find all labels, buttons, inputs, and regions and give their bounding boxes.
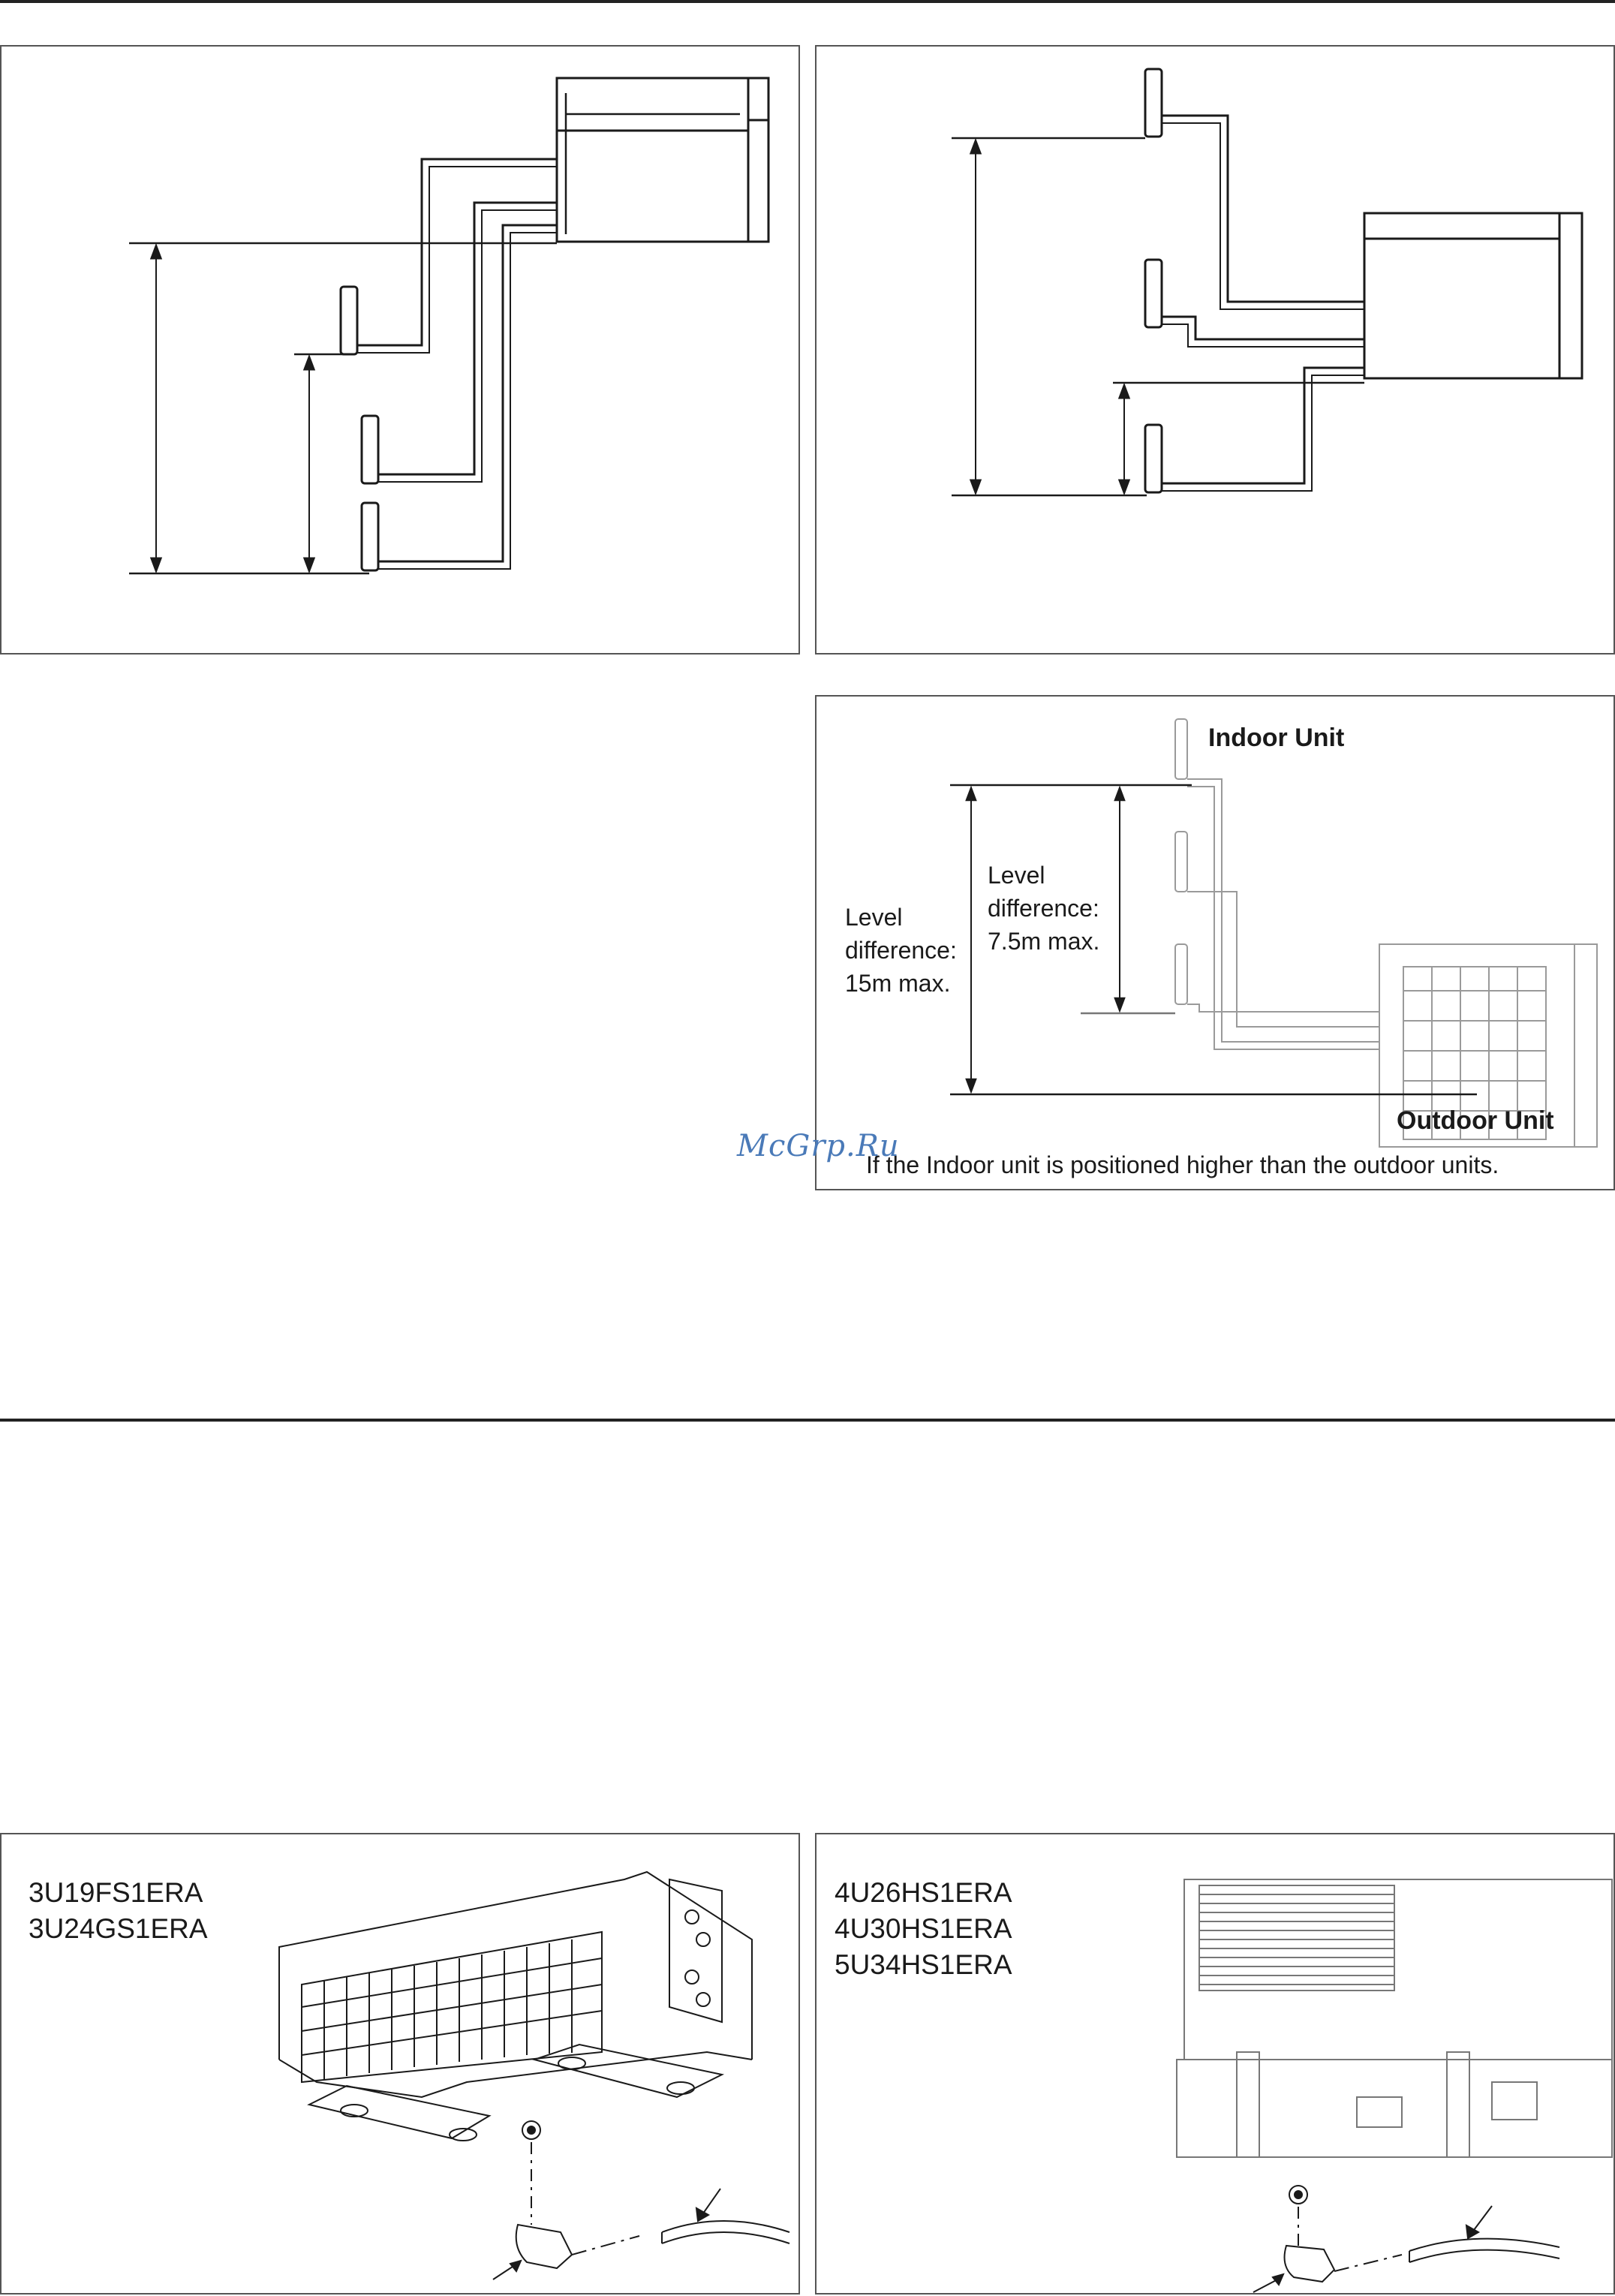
level-difference-15m-line1: Level — [845, 904, 903, 931]
middle-rule — [0, 1419, 1615, 1422]
piping-diagram-outdoor-higher — [2, 47, 801, 656]
drain-diagram-4u-5u — [815, 1833, 1615, 2294]
diagram-indoor-higher-labeled — [815, 695, 1615, 1190]
model-label-3: 5U34HS1ERA — [835, 1949, 1012, 1980]
diagram-caption: If the Indoor unit is positioned higher than the outdoor units. — [866, 1151, 1499, 1178]
outdoor-unit-4u-illustration — [817, 1834, 1615, 2296]
level-difference-15m-line3: 15m max. — [845, 970, 951, 997]
diagram-indoor-mixed — [815, 45, 1615, 654]
indoor-unit-label: Indoor Unit — [1208, 724, 1345, 752]
diagram-outdoor-higher — [0, 45, 800, 654]
level-difference-7-5m-line3: 7.5m max. — [988, 928, 1100, 955]
outdoor-unit-label: Outdoor Unit — [1397, 1106, 1554, 1135]
level-difference-15m-line2: difference: — [845, 937, 957, 964]
outdoor-unit-3u-illustration — [2, 1834, 801, 2296]
level-difference-7-5m-line1: Level — [988, 862, 1045, 889]
model-label-2: 3U24GS1ERA — [29, 1913, 208, 1944]
model-label-2: 4U30HS1ERA — [835, 1913, 1012, 1944]
watermark: McGrp.Ru — [737, 1129, 900, 1163]
piping-diagram-indoor-mixed — [817, 47, 1615, 656]
drain-diagram-3u — [0, 1833, 800, 2294]
level-difference-7-5m-line2: difference: — [988, 895, 1099, 922]
model-label-1: 4U26HS1ERA — [835, 1877, 1012, 1908]
top-rule — [0, 0, 1615, 3]
model-label-1: 3U19FS1ERA — [29, 1877, 203, 1908]
